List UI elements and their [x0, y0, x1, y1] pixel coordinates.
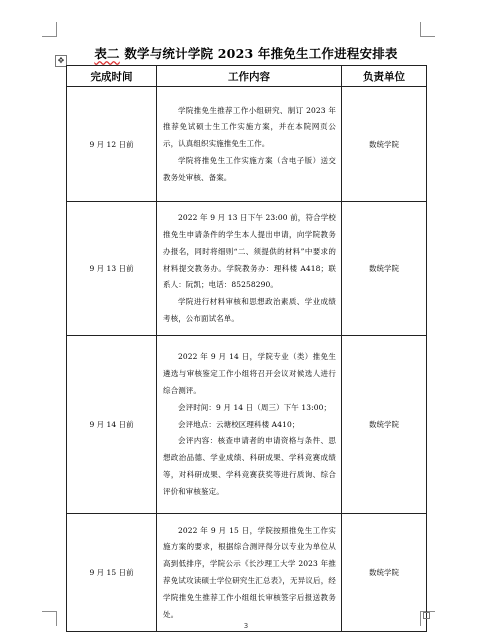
row-content — [157, 87, 342, 202]
table-row — [67, 514, 427, 632]
crop-mark-top-right — [420, 22, 435, 37]
content-paragraph: 2022 年 9 月 15 日，学院按照推免生工作实施方案的要求，根据综合测评得分以专业为单位从高到低排序，学院公示《长沙理工大学 2023 年推荐免试攻读硕士学位研究生汇总表》，无异议后，经学院推免生推荐工作小组组长审核签字后报送教务处。 — [163, 525, 336, 619]
crop-mark-top-left — [42, 22, 57, 37]
row-date: 9 月 13 日前 — [67, 202, 157, 336]
content-paragraph: 2022 年 9 月 13 日下午 23:00 前，符合学校推免生申请条件的学生本人提出申请，向学院教务办报名，同时将细则“二、须提供的材料”中要求的材料提交教务办。学院教务办：理科楼 A418；联系人：阮凯；电话：85258290。 — [163, 213, 336, 290]
content-paragraph: 学院将推免生工作实施方案（含电子版）送交教务处审核、备案。 — [163, 155, 336, 182]
table-row — [67, 202, 427, 336]
table-header-row — [67, 66, 427, 87]
title-text: 数学与统计学院 2023 年推免生工作进程安排表 — [119, 46, 398, 61]
table-row — [67, 336, 427, 514]
crop-mark-bottom-left — [42, 611, 57, 626]
header-content: 工作内容 — [157, 66, 342, 87]
table-row — [67, 87, 427, 202]
content-paragraph: 会评时间：9 月 14 日（周三）下午 13:00； — [178, 402, 332, 412]
row-content — [157, 336, 342, 514]
document-title — [66, 44, 426, 62]
row-unit: 数统学院 — [342, 87, 427, 202]
page-number: 3 — [243, 622, 249, 630]
schedule-table — [66, 65, 427, 632]
row-unit: 数统学院 — [342, 202, 427, 336]
end-of-cell-marker — [423, 612, 430, 619]
content-paragraph: 2022 年 9 月 14 日，学院专业（类）推免生遴选与审核鉴定工作小组将召开会议对候选人进行综合测评。 — [163, 352, 336, 395]
content-paragraph: 学院推免生推荐工作小组研究、制订 2023 年推荐免试硕士生工作实施方案，并在本院网页公示，认真组织实施推免生工作。 — [163, 105, 336, 149]
row-content — [157, 202, 342, 336]
header-unit: 负责单位 — [342, 66, 427, 87]
content-paragraph: 学院进行材料审核和思想政治素质、学业成绩考核，公布面试名单。 — [163, 297, 336, 323]
content-paragraph: 会评地点：云塘校区理科楼 A410； — [178, 419, 300, 429]
row-unit: 数统学院 — [342, 514, 427, 632]
row-date: 9 月 15 日前 — [67, 514, 157, 632]
row-date: 9 月 12 日前 — [67, 87, 157, 202]
header-date: 完成时间 — [67, 66, 157, 87]
row-unit: 数统学院 — [342, 336, 427, 514]
move-cross-icon[interactable]: ✥ — [55, 55, 67, 67]
title-prefix: 表二 — [94, 46, 120, 61]
row-date: 9 月 14 日前 — [67, 336, 157, 514]
content-paragraph: 会评内容：核查申请者的申请资格与条件、思想政治品德、学业成绩、科研成果、学科竞赛成绩等，对科研成果、学科竞赛获奖等进行质询、综合评价和审核鉴定。 — [163, 436, 336, 496]
row-content — [157, 514, 342, 632]
